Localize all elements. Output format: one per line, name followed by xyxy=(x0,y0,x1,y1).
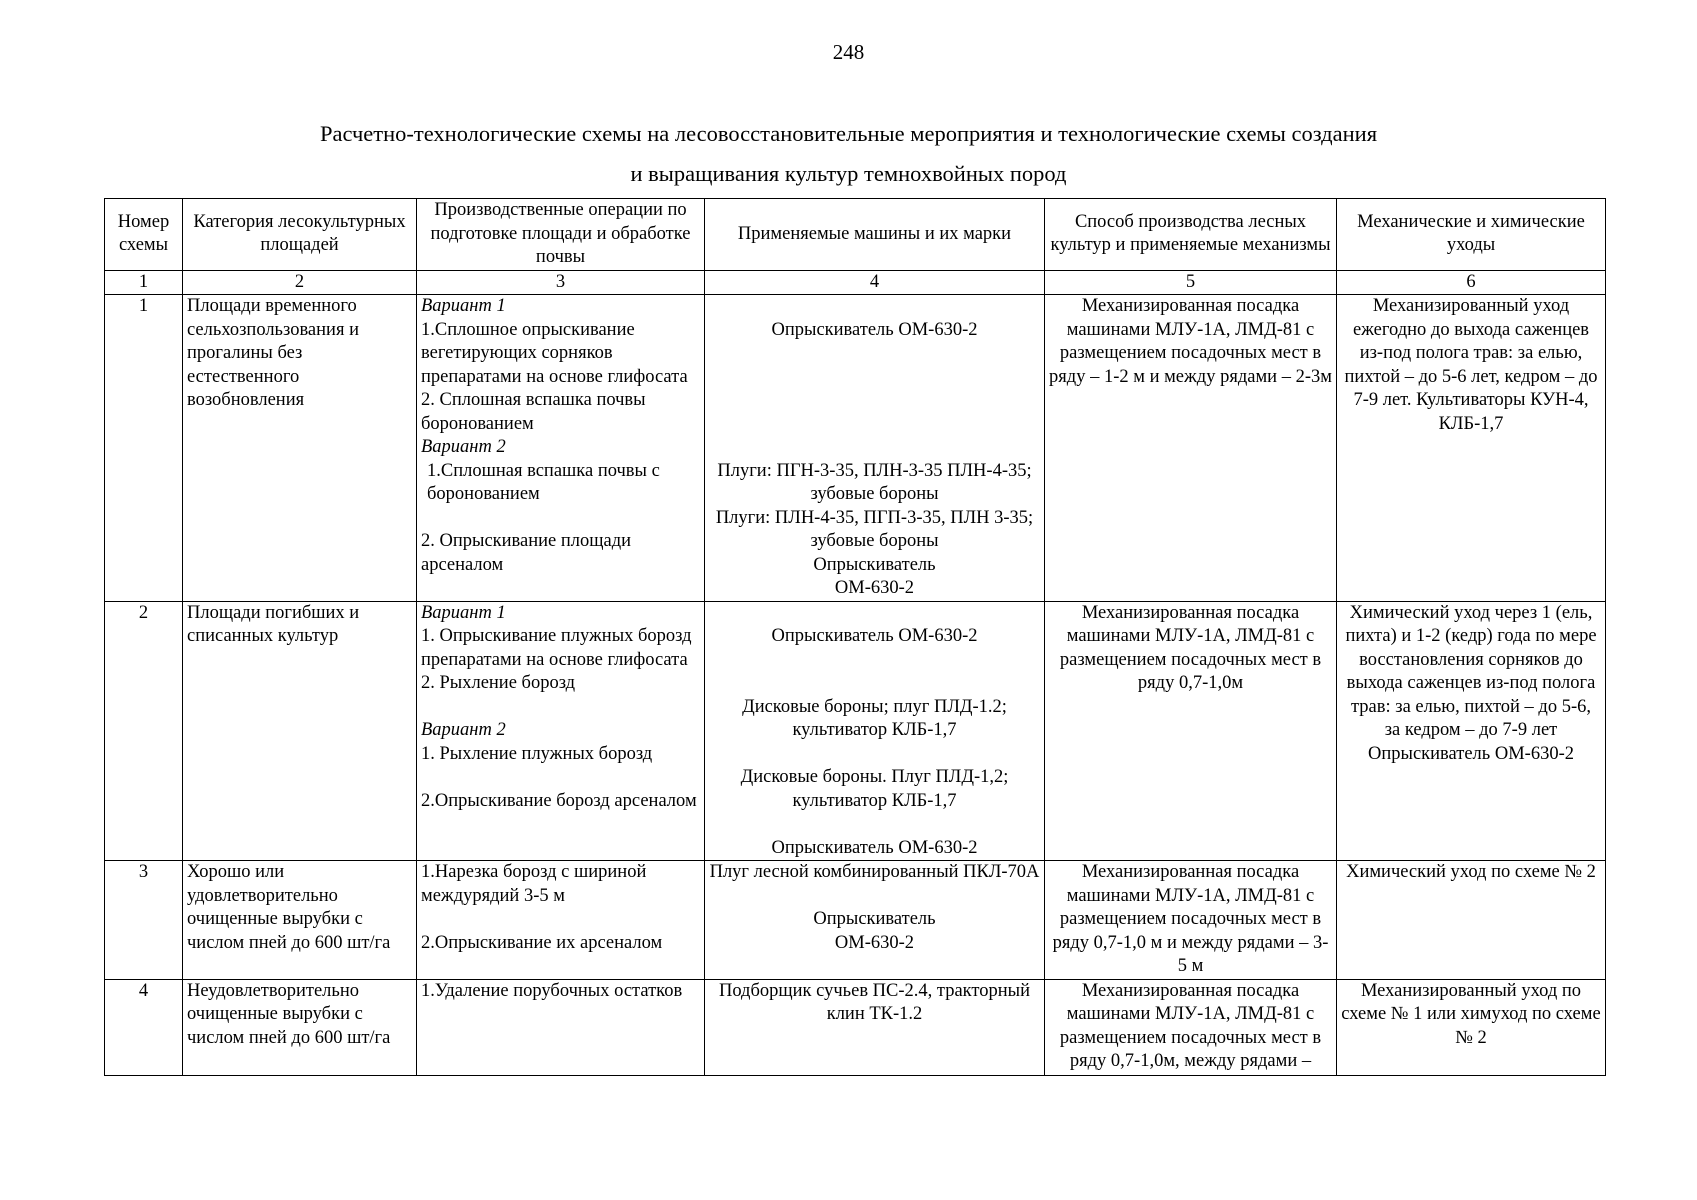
table-header-row xyxy=(105,199,1606,271)
machines-cell xyxy=(705,979,1045,1075)
category-cell: Хорошо или удовлетворительно очищенные вырубки с числом пней до 600 шт/га xyxy=(183,861,417,980)
operations-cell xyxy=(417,601,705,861)
machines-cell xyxy=(705,601,1045,861)
column-number: 5 xyxy=(1045,270,1337,295)
method-cell: Механизированная посадка машинами МЛУ-1А, ЛМД-81 с размещением посадочных мест в ряду – 1-2 м и между рядами – 2-3м xyxy=(1045,295,1337,602)
header-machines: Применяемые машины и их марки xyxy=(705,199,1045,271)
column-number: 4 xyxy=(705,270,1045,295)
scheme-number: 2 xyxy=(105,601,183,861)
variant-label: Вариант 2 xyxy=(421,437,506,457)
column-numbers-row xyxy=(105,270,1606,295)
title-line-2: и выращивания культур темнохвойных пород xyxy=(630,161,1067,186)
scheme-number: 1 xyxy=(105,295,183,602)
machine-item: Опрыскиватель xyxy=(813,909,936,929)
header-category: Категория лесокультурных площадей xyxy=(183,199,417,271)
machine-item: Опрыскиватель xyxy=(813,554,936,575)
machine-item: Плуг лесной комбинированный ПКЛ-70А xyxy=(709,862,1040,882)
operations-cell xyxy=(417,979,705,1075)
operations-cell xyxy=(417,861,705,980)
header-method: Способ производства лесных культур и применяемые механизмы xyxy=(1045,199,1337,271)
operation-item: 1.Нарезка борозд с шириной междурядий 3-5 м xyxy=(421,862,651,906)
category-cell: Площади погибших и списанных культур xyxy=(183,601,417,861)
operation-item: 1.Удаление порубочных остатков xyxy=(421,980,683,1001)
document-title xyxy=(0,114,1697,194)
header-operations: Производственные операции по подготовке площади и обработке почвы xyxy=(417,199,705,271)
method-cell: Механизированная посадка машинами МЛУ-1А, ЛМД-81 с размещением посадочных мест в ряду 0,7-1,0 м и между рядами – 3-5 м xyxy=(1045,861,1337,980)
machine-item: Опрыскиватель ОМ-630-2 xyxy=(771,626,978,646)
care-cell: Механизированный уход по схеме № 1 или химуход по схеме № 2 xyxy=(1337,979,1606,1075)
operation-item: 2. Сплошная вспашка почвы боронованием xyxy=(421,390,651,434)
header-scheme-number: Номер схемы xyxy=(105,199,183,271)
category-cell: Площади временного сельхозпользования и прогалины без естественного возобновления xyxy=(183,295,417,602)
column-number: 3 xyxy=(417,270,705,295)
variant-label: Вариант 1 xyxy=(421,602,506,623)
title-line-1: Расчетно-технологические схемы на лесовосстановительные мероприятия и технологические схемы создания xyxy=(319,121,1378,146)
machine-item: Подборщик сучьев ПС-2.4, тракторный клин ТК-1.2 xyxy=(718,980,1035,1024)
method-cell: Механизированная посадка машинами МЛУ-1А, ЛМД-81 с размещением посадочных мест в ряду 0,7-1,0м, между рядами – xyxy=(1045,979,1337,1075)
column-number: 2 xyxy=(183,270,417,295)
table-row xyxy=(105,601,1606,861)
care-cell: Механизированный уход ежегодно до выхода саженцев из-под полога трав: за елью, пихтой – до 5-6 лет, кедром – до 7-9 лет. Культиваторы КУН-4, КЛБ-1,7 xyxy=(1337,295,1606,602)
category-cell: Неудовлетворительно очищенные вырубки с числом пней до 600 шт/га xyxy=(183,979,417,1075)
operation-item: 1.Сплошное опрыскивание вегетирующих сорняков препаратами на основе глифосата xyxy=(421,319,688,387)
machine-item: Дисковые бороны. Плуг ПЛД-1,2; культиватор КЛБ-1,7 xyxy=(740,767,1014,811)
machine-item: Плуги: ПЛН-4-35, ПГП-3-35, ПЛН 3-35; зубовые бороны xyxy=(715,507,1038,551)
machine-item: Плуги: ПГН-3-35, ПЛН-3-35 ПЛН-4-35; зубовые бороны xyxy=(717,460,1037,504)
care-cell: Химический уход через 1 (ель, пихта) и 1-2 (кедр) года по мере восстановления сорняков до выхода саженцев из-под полога трав: за елью, пихтой – до 5-6, за кедром – до 7-9 лет Опрыскиватель ОМ-630-2 xyxy=(1337,601,1606,861)
page-number: 248 xyxy=(832,40,865,64)
scheme-number: 3 xyxy=(105,861,183,980)
machine-item: Опрыскиватель ОМ-630-2 xyxy=(771,319,978,340)
operation-item: 2.Опрыскивание их арсеналом xyxy=(421,932,663,953)
table-row xyxy=(105,295,1606,602)
scheme-number: 4 xyxy=(105,979,183,1075)
schemes-table xyxy=(104,198,1606,1076)
column-number: 1 xyxy=(105,270,183,295)
table-row xyxy=(105,861,1606,980)
machine-item: Дисковые бороны; плуг ПЛД-1.2; культиватор КЛБ-1,7 xyxy=(742,696,1012,740)
operation-item: 1. Рыхление плужных борозд xyxy=(421,743,653,764)
operations-cell xyxy=(417,295,705,602)
operation-item: 2. Опрыскивание площади арсеналом xyxy=(421,531,636,575)
machines-cell xyxy=(705,295,1045,602)
operation-item: 2.Опрыскивание борозд арсеналом xyxy=(421,790,697,811)
header-care: Механические и химические уходы xyxy=(1337,199,1606,271)
table-row xyxy=(105,979,1606,1075)
machine-item: ОМ-630-2 xyxy=(834,932,915,953)
variant-label: Вариант 2 xyxy=(421,720,506,740)
operation-item: 2. Рыхление борозд xyxy=(421,673,576,693)
operation-item: 1. Опрыскивание плужных борозд препаратами на основе глифосата xyxy=(421,626,697,670)
column-number: 6 xyxy=(1337,270,1606,295)
method-cell: Механизированная посадка машинами МЛУ-1А, ЛМД-81 с размещением посадочных мест в ряду 0,7-1,0м xyxy=(1045,601,1337,861)
machines-cell xyxy=(705,861,1045,980)
variant-label: Вариант 1 xyxy=(421,296,506,316)
machine-item: ОМ-630-2 xyxy=(834,578,915,598)
care-cell: Химический уход по схеме № 2 xyxy=(1337,861,1606,980)
operation-item: 1.Сплошная вспашка почвы с боронованием xyxy=(427,460,665,504)
machine-item: Опрыскиватель ОМ-630-2 xyxy=(771,837,978,858)
